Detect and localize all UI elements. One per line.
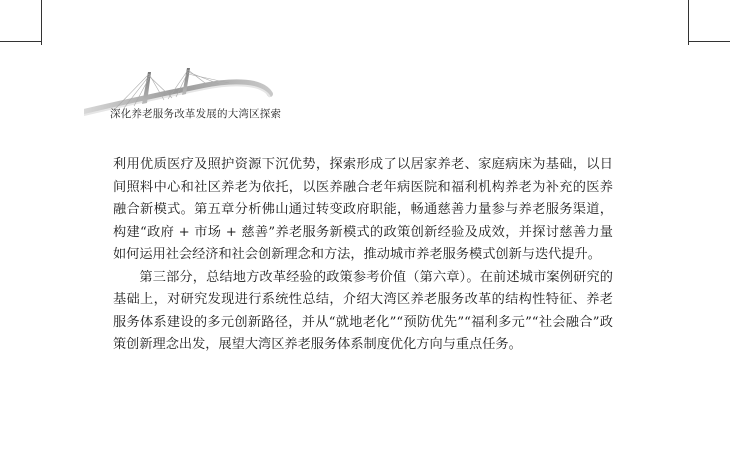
running-head: 深化养老服务改革发展的大湾区探索 (110, 108, 282, 120)
body-text (113, 154, 613, 357)
crop-mark-top-left-vertical (41, 0, 42, 45)
crop-mark-top-left-horizontal (0, 41, 41, 42)
paragraph-1: 利用优质医疗及照护资源下沉优势，探索形成了以居家养老、家庭病床为基础，以日间照料中心和社区养老为依托，以医养融合老年病医院和福利机构养老为补充的医养融合新模式。第五章分析佛山通过转变政府职能，畅通慈善力量参与养老服务渠道，构建“政府 + 市场 + 慈善”养老服务新模式的政策创新经验及成效，并探讨慈善力量如何运用社会经济和社会创新理念和方法，推动城市养老服务模式创新与迭代提升。 (113, 157, 613, 262)
crop-mark-top-right-horizontal (688, 41, 730, 42)
crop-mark-top-right-vertical (688, 0, 689, 45)
paragraph-2: 第三部分，总结地方改革经验的政策参考价值（第六章）。在前述城市案例研究的基础上，对研究发现进行系统性总结，介绍大湾区养老服务改革的结构性特征、养老服务体系建设的多元创新路径，并从“就地老化”“预防优先”“福利多元”“社会融合”政策创新理念出发，展望大湾区养老服务体系制度优化方向与重点任务。 (113, 269, 613, 352)
